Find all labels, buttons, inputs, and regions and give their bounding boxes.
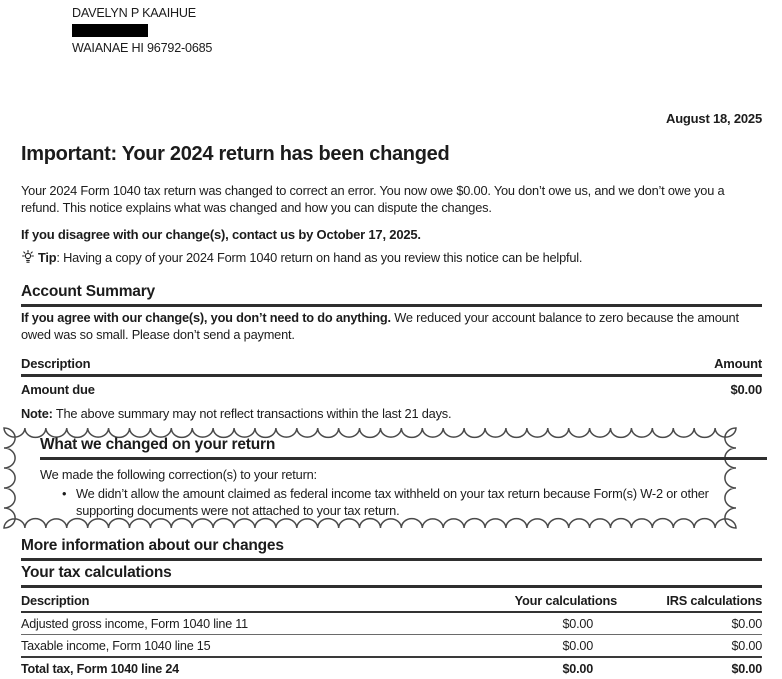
row-description: Adjusted gross income, Form 1040 line 11 [21, 612, 452, 635]
row-irs-value: $0.00 [731, 661, 762, 676]
tax-calculations-table [21, 593, 762, 679]
table-row-total-tax [21, 657, 762, 679]
tip-line [21, 250, 763, 267]
row-your-value: $0.00 [562, 661, 593, 676]
tip-label: Tip [38, 250, 57, 265]
row-description: Taxable income, Form 1040 line 15 [21, 635, 452, 658]
calc-irs-header: IRS calculations [617, 593, 762, 612]
page-title: Important: Your 2024 return has been changed [21, 143, 450, 165]
recipient-name: DAVELYN P KAAIHUE [72, 6, 196, 20]
amount-due-value: $0.00 [730, 382, 762, 397]
deadline-line: If you disagree with our change(s), contact us by October 17, 2025. [21, 227, 421, 242]
row-your-value: $0.00 [452, 635, 617, 658]
changes-heading: What we changed on your return [40, 436, 767, 460]
lightbulb-icon [21, 250, 35, 264]
summary-amount-header: Amount [714, 356, 762, 371]
note-line [21, 406, 762, 423]
tax-calculations-heading: Your tax calculations [21, 564, 762, 588]
table-row-taxable-income [21, 635, 762, 658]
correction-bullet-text: We didn’t allow the amount claimed as federal income tax withheld on your tax return because Form(s) W-2 or other supporting documents were not attached to your tax return. [76, 486, 709, 518]
summary-description-header: Description [21, 356, 91, 371]
agree-paragraph [21, 310, 762, 343]
bullet-marker-icon: • [62, 486, 67, 501]
agree-bold-text: If you agree with our change(s), you don’t need to do anything. [21, 310, 391, 325]
intro-paragraph: Your 2024 Form 1040 tax return was changed to correct an error. You now owe $0.00. You don’t owe us, and we don’t owe you a refund. This notice explains what was changed and how you can dispute the changes. [21, 183, 725, 215]
table-row-agi [21, 612, 762, 635]
changes-intro: We made the following correction(s) to your return: [40, 467, 317, 482]
note-text: The above summary may not reflect transactions within the last 21 days. [52, 406, 452, 421]
correction-bullet-list [40, 486, 746, 519]
note-label: Note: [21, 406, 53, 421]
row-irs-value: $0.00 [617, 635, 762, 658]
redacted-street-address [72, 24, 148, 37]
more-info-heading: More information about our changes [21, 537, 762, 561]
recipient-city-line: WAIANAE HI 96792-0685 [72, 41, 213, 55]
row-irs-value: $0.00 [617, 612, 762, 635]
calc-table-header-row [21, 593, 762, 612]
account-summary-heading: Account Summary [21, 283, 762, 307]
notice-date: August 18, 2025 [666, 111, 762, 126]
address-block [72, 5, 212, 57]
row-your-value: $0.00 [452, 612, 617, 635]
summary-table-header [21, 356, 762, 377]
correction-bullet-item [40, 486, 746, 519]
amount-due-label: Amount due [21, 382, 95, 397]
calc-your-header: Your calculations [452, 593, 617, 612]
amount-due-row [21, 377, 762, 397]
row-description: Total tax, Form 1040 line 24 [21, 661, 179, 676]
calc-description-header: Description [21, 593, 452, 612]
tip-text: : Having a copy of your 2024 Form 1040 return on hand as you review this notice can be helpful. [56, 250, 583, 265]
agree-rest-text: We reduced your account balance to zero because the amount owed was so small. Please don’t send a payment. [21, 310, 739, 342]
account-summary-table [21, 356, 762, 397]
